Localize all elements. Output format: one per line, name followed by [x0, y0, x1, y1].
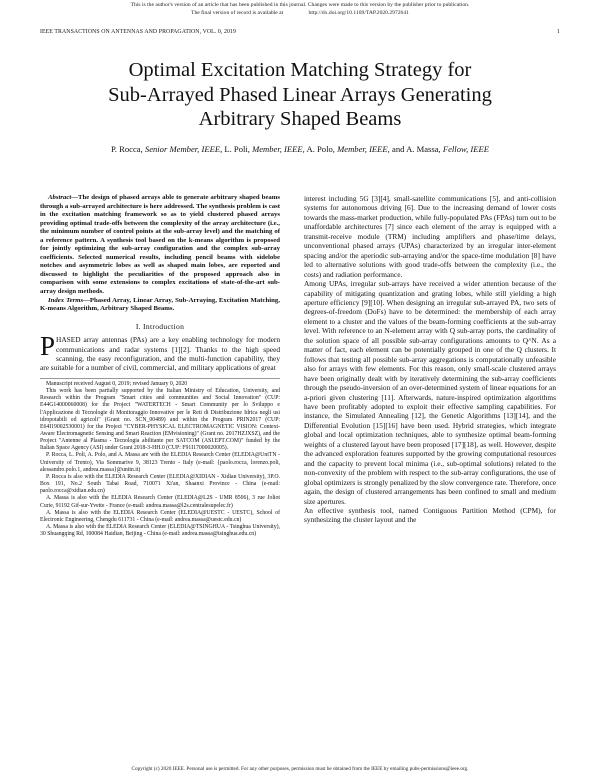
body-paragraph-2: Among UPAs, irregular sub-arrays have received a wider attention because of the capability of mitigating quantization and grating lobes, while still yielding a high aperture efficiency [9][10]. When designing an irregular sub-arrayed PA, two sets of degrees-of-freedom (DoFs) have to be determined: the membership of each array element to a cluster and the values of the beam-forming coefficients at the sub-array level. With reference to an N-element array with Q sub-array ports, the cardinality of the solution space of all possible sub-array configurations amounts to Q^N. As a matter of fact, each element can be potentially grouped in one of the Q clusters. It follows that testing all possible sub-array aggregations is computationally unfeasible also for arrays with few elements. For this reason, only small-scale clustered arrays have been originally dealt with by iteratively determining the sub-array coefficients through the pseudo-inversion of an over-determined system of linear equations for an a-priori given clustering [11]. Afterwards, nature-inspired optimization algorithms have been profitably adopted to exploit their effective sampling capabilities. For instance, the Simulated Annealing [12], the Genetic Algorithms [13][14], and the Differential Evolution [15][16] have been used. Hybrid strategies, which integrate global and local optimization techniques, able to synthesize optimal beam-forming weights of a clustered layout have been proposed [17][18], as well. However, despite the advanced exploration features supported by the growing computational resources and the capacity to prevent local minima (i.e., sub-optimal solutions) related to the non-convexity of the problem with respect to the sub-array configurations, the use of global optimizers is strongly penalized by the slow convergence rate. Therefore, once again, the design of clustered arrangements has been confined to small and medium size apertures.	[304, 279, 556, 506]
title-line-3: Arbitrary Shaped Beams	[198, 108, 402, 130]
footnote-received: Manuscript received August 0, 2019; revised January 0, 2020	[46, 380, 188, 387]
version-of-record-notice	[0, 10, 600, 17]
abstract-text: —The design of phased arrays able to generate arbitrary shaped beams through a sub-arrayed architecture is here addressed. The synthesis problem is cast in the excitation matching framework so as to yield clustered phased arrays providing optimal trade-offs between the complexity of the array architecture (i.e., the minimum number of control points at the sub-array level) and the matching of a reference pattern. A synthesis tool based on the k-means algorithm is proposed for jointly optimizing the sub-array configuration and the complex sub-array coefficients. Selected numerical results, including pencil beams with sidelobe notches and asymmetric lobes as well as shaped main lobes, are reported and discussed to highlight the peculiarities of the proposed approach also in comparison with some extensions to complex excitations of state-of-the-art sub-array design methods.	[40, 194, 280, 296]
body-paragraph-1: interest including 5G [3][4], small-satellite communications [5], and anti-collision systems for autonomous driving [6]. Due to the increasing demand of lower costs towards the mass-market production, while fully-populated PAs (FPAs) turn out to be unaffordable architectures [7] since each element of the array is equipped with a transmit-receive module (TRM) including amplifiers and phase/time delays, unconventional phased arrays (UPAs) characterized by an irregular inter-element spacing and/or the aperiodic sub-arraying and/or the space-time modulation [8] have led to alternative solutions with good trade-offs between the complexity (i.e., the costs) and radiation performance.	[304, 194, 556, 279]
footnotes	[40, 378, 280, 538]
index-terms-text: —Phased Array, Linear Array, Sub-Arraying, Excitation Matching, K-means Algorithm, Arbitrary Shaped Beams.	[40, 296, 280, 313]
author-massa: and A. Massa,	[392, 144, 441, 154]
author-rocca: P. Rocca,	[110, 144, 143, 154]
introduction-paragraph	[40, 331, 280, 373]
footnote-affiliation-uestc: A. Massa is also with the ELEDIA Research Center (ELEDIA@UESTC - UESTC), School of Electronic Engineering, Chengdu 611731 - China (e-mail: andrea.massa@uestc.edu.cn)	[40, 509, 280, 523]
footnote-affiliation-xidian: P. Rocca is also with the ELEDIA Research Center (ELEDIA@XIDIAN - Xidian University), 3P.O. Box 191, No.2 South Tabai Road, 710071 Xi'an, Shaanxi Province - China (e-mail: paolo.rocca@xidian.edu.cn)	[40, 473, 280, 495]
index-terms-lead: Index Terms	[48, 296, 84, 304]
index-terms	[40, 297, 280, 314]
copyright-notice: Copyright (c) 2020 IEEE. Personal use is permitted. For any other purposes, permission must be obtained from the IEEE by emailing pubs-permissions@ieee.org.	[131, 766, 469, 772]
drop-cap: P	[40, 331, 56, 362]
section-heading-introduction: I. Introduction	[135, 321, 185, 331]
title-line-1: Optimal Excitation Matching Strategy for	[128, 59, 472, 81]
footnote-affiliation-tsinghua: A. Massa is also with the ELEDIA Research Center (ELEDIA@TSINGHUA - Tsinghua University), 30 Shuangqing Rd, 100084 Haidian, Beijing - China (e-mail: andrea.massa@tsinghua.edu.cn)	[40, 524, 280, 538]
introduction-text: HASED array antennas (PAs) are a key enabling technology for modern communications and radar systems [1][2]. Thanks to the high speed scanning, the easy reconfiguration, and the multi-function capability, they are suitable for a number of civil, commercial, and military applications of great	[40, 335, 280, 373]
author-poli: L. Poli,	[224, 144, 250, 154]
doi-link[interactable]: http://dx.doi.org/10.1109/TAP.2020.2972641	[308, 10, 409, 16]
author-rocca-role: Senior Member, IEEE,	[144, 144, 223, 154]
author-list	[40, 144, 560, 155]
body-paragraph-3: An effective synthesis tool, named Contiguous Partition Method (CPM), for synthesizing the cluster layout and the	[304, 505, 556, 525]
journal-name: IEEE TRANSACTIONS ON ANTENNAS AND PROPAGATION, VOL. 0, 2019	[40, 29, 236, 35]
abstract	[40, 194, 280, 297]
footnote-affiliation-trento: P. Rocca, L. Poli, A. Polo, and A. Massa are with the ELEDIA Research Center (ELEDIA@UniTN - University of Trento), Via Sommarive 9, 38123 Trento - Italy (e-mail: {paolo.rocca, lorenzo.poli, alessandro.polo.1, andrea.massa}@unitn.it)	[40, 452, 280, 473]
right-column	[304, 194, 556, 525]
footnote-affiliation-l2s: A. Massa is also with the ELEDIA Research Center (ELEDIA@L2S - UMR 8506), 3 rue Joliot Curie, 91192 Gif-sur-Yvette - France (e-mail: andrea.massa@l2s.centralesupelec.fr)	[40, 495, 280, 509]
running-header	[40, 28, 560, 36]
footnote-funding: This work has been partially supported by the Italian Ministry of Education, University, and Research within the Program "Smart cities and communities and Social Innovation" (CUP: E44G14000060008) for the Project "WATERTECH - Smart Community per lo Sviluppo e l'Applicazione di Tecnologie di Monitoraggio Innovative per le Reti di Distribuzione Idrica negli usi idropotabili ed agricoli" (Grant no. SCN_00489) and within the Program PRIN2017 (CUP: E64I19002530001) for the Project "CYBER-PHYSICAL ELECTROMAGNETIC VISION: Context-Aware Electromagnetic Sensing and Smart Reaction (EMvisioning)" (Grant no. 2017HZJXSZ), and the Project "Antenne al Plasma - Tecnologia abilitante per SATCOM (ASI.EPT.COM)" funded by the Italian Space Agency (ASI) under Grant 2018-3-HH.0 (CUP: F91I17000020005).	[40, 388, 280, 452]
author-poli-role: Member, IEEE,	[252, 144, 305, 154]
page-number: 1	[557, 29, 560, 35]
paper-title	[40, 58, 560, 132]
author-polo-role: Member, IEEE,	[337, 144, 390, 154]
abstract-lead: Abstract	[48, 194, 72, 201]
author-polo: A. Polo,	[306, 144, 335, 154]
publication-notice: This is the author's version of an article that has been published in this journal. Changes were made to this version by the publisher prior to publication.	[130, 2, 470, 8]
version-label: The final version of record is available at	[191, 10, 284, 16]
title-line-2: Sub-Arrayed Phased Linear Arrays Generating	[108, 83, 492, 106]
author-massa-role: Fellow, IEEE	[442, 144, 489, 154]
left-column	[40, 194, 280, 538]
